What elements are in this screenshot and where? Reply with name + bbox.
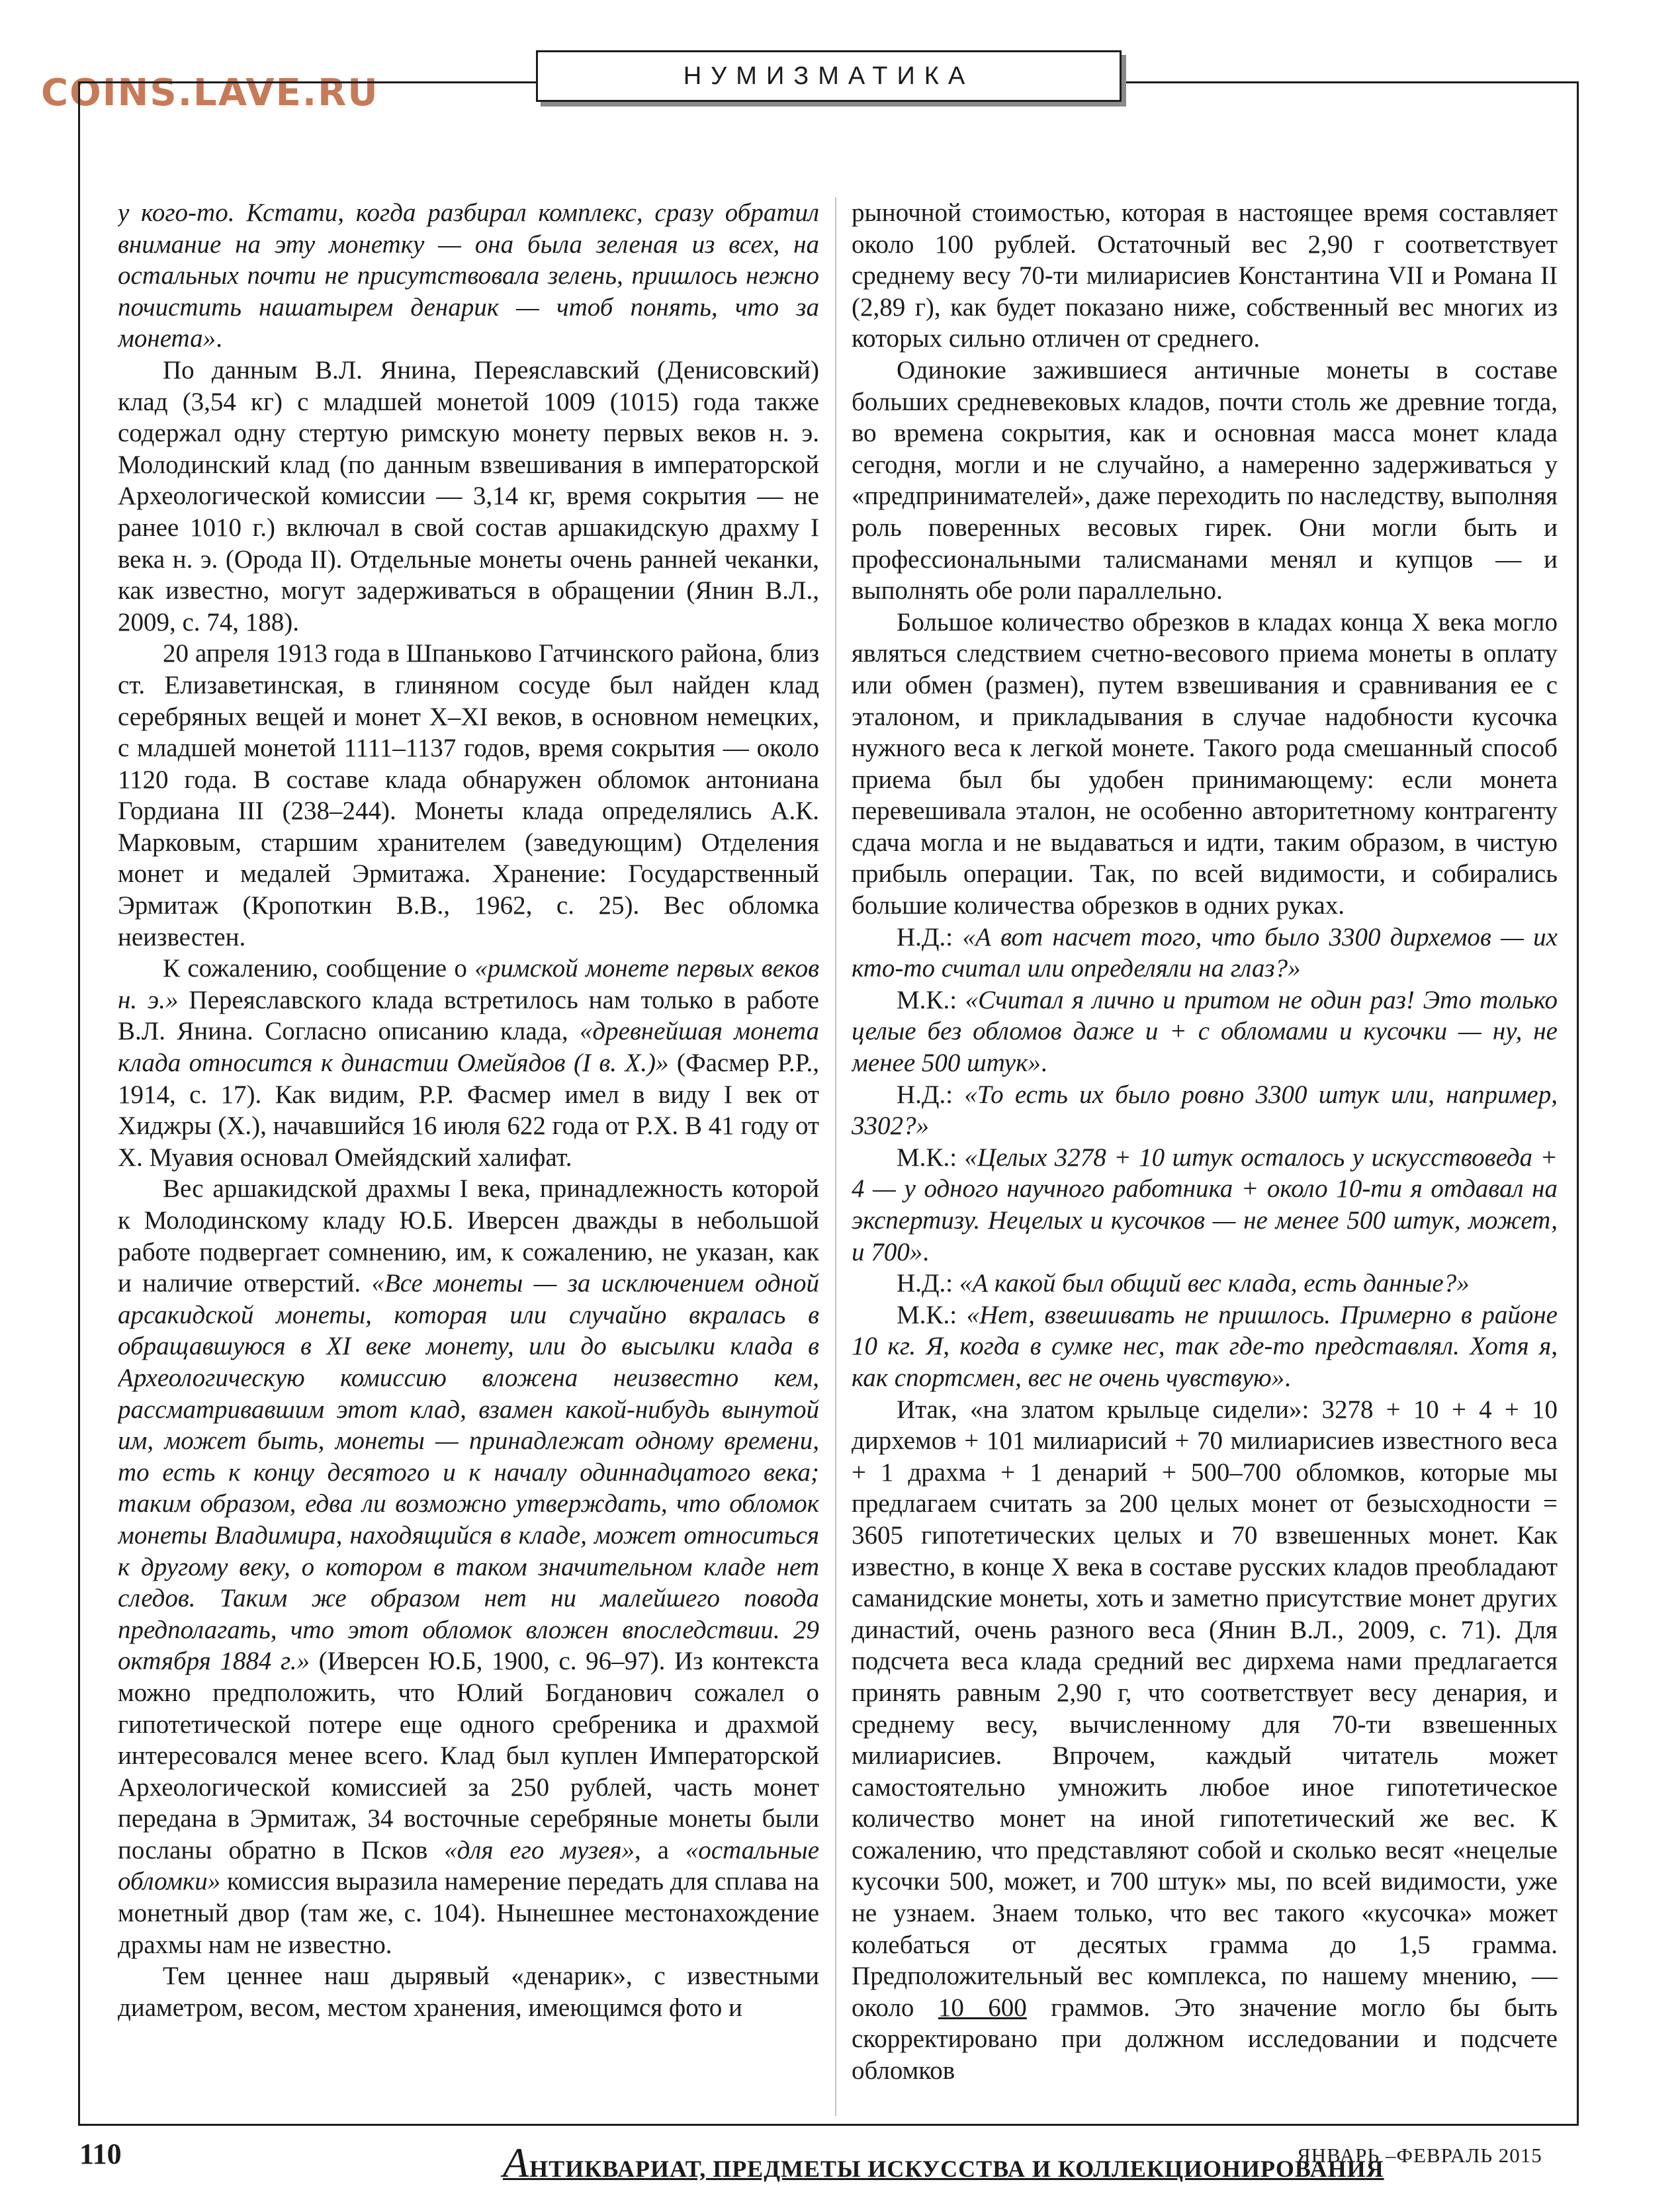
page-number: 110 [79, 2138, 122, 2170]
italic-quote: «Нет, взвешивать не пришлось. Примерно в районе 10 кг. Я, когда в сумке нес, так где-то представлял. Хотя я, как спортсмен, вес не очень чувствую» [852, 1300, 1558, 1392]
text: . [1284, 1363, 1291, 1392]
issue-date: ЯНВАРЬ –ФЕВРАЛЬ 2015 [1297, 2144, 1542, 2167]
speaker-label: М.К.: [897, 1143, 965, 1172]
watermark: COINS.LAVE.RU [41, 71, 379, 114]
text: (Иверсен Ю.Б, 1900, с. 96–97). Из контекста можно предположить, что Юлий Богданович сожалел о гипотетической потере еще одного сребреника и драхмой интересовался менее всего. Клад был куплен Императорской Археологической комиссией за 250 рублей, часть монет передана в Эрмитаж, 34 восточные серебряные монеты были посланы обратно в Псков [118, 1647, 819, 1864]
speaker-label: М.К.: [897, 1300, 967, 1329]
interview-answer [852, 1142, 1558, 1268]
interview-answer [852, 1299, 1558, 1394]
italic-quote: «древнейшая монета клада относится к династии Омейядов (I в. Х.)» [118, 1017, 819, 1078]
text: Вес аршакидской драхмы I века, принадлежность которой к Молодинскому кладу Ю.Б. Иверсен дважды в небольшой работе подвергает сомнению, им, к сожалению, не указан, как и наличие отверстий. [118, 1174, 819, 1298]
italic-quote: «римской монете первых веков н. э.» [118, 954, 819, 1014]
italic-quote: «Все монеты — за исключением одной арсакидской монеты, которая или случайно вкралась в обращавшуюся в XI веке монету, или до высылки клада в Археологическую комиссию вложена неизвестно кем, рассматривавшим этот клад, взамен какой-нибудь вынутой им, может быть, монеты — принадлежат одному времени, то есть к концу десятого и к началу одиннадцатого века; таким образом, едва ли возможно утверждать, что обломок монеты Владимира, находящийся в кладе, может относиться к другому веку, о котором в таком значительном кладе нет следов. Таким же образом нет ни малейшего повода предполагать, что этот обломок вложен впоследствии. 29 октября 1884 г.» [118, 1269, 819, 1676]
paragraph [118, 197, 819, 355]
text: граммов. Это значение могло бы быть скорректировано при должном исследовании и подсчете обломков [852, 1993, 1558, 2085]
magazine-initial: А [503, 2139, 530, 2186]
italic-quote: «А какой был общий вес клада, есть данные?» [959, 1269, 1470, 1298]
paragraph: 20 апреля 1913 года в Шпаньково Гатчинского района, близ ст. Елизаветинская, в глиняном сосуде был найден клад серебряных вещей и монет X–XI веков, в основном немецких, с младшей монетой 1111–1137 годов, время сокрытия — около 1120 года. В составе клада обнаружен обломок антониана Гордиана III (238–244). Монеты клада определялись А.К. Марковым, старшим хранителем (заведующим) Отделения монет и медалей Эрмитажа. Хранение: Государственный Эрмитаж (Кропоткин В.В., 1962, с. 25). Вес обломка неизвестен. [118, 639, 819, 951]
paragraph [118, 1173, 819, 1960]
text: комиссия выразила намерение передать для сплава на монетный двор (там же, с. 104). Нынешнее местонахождение драхмы нам не известно. [118, 1867, 819, 1959]
italic-quote: «То есть их было ровно 3300 штук или, например, 3302?» [852, 1080, 1558, 1141]
italic-quote: «Целых 3278 + 10 штук осталось у искусствоведа + 4 — у одного научного работника + около 10-ти я отдавал на экспертизу. Нецелых и кусочков — не менее 500 штук, может, и 700» [852, 1143, 1558, 1266]
column-divider [835, 197, 836, 2116]
paragraph: рыночной стоимостью, которая в настоящее время составляет около 100 рублей. Остаточный вес 2,90 г соответствует среднему весу 70-ти милиарисиев Константина VII и Романа II (2,89 г), как будет показано ниже, собственный вес многих из которых сильно отличен от среднего. [852, 198, 1558, 353]
text: . [216, 324, 222, 353]
underlined-value: 10 600 [938, 1993, 1027, 2022]
paragraph: По данным В.Л. Янина, Переяславский (Денисовский) клад (3,54 кг) с младшей монетой 1009 (1015) года также содержал одну стертую римскую монету первых веков н. э. Молодинский клад (по данным взвешивания в императорской Археологической комиссии — 3,14 кг, время сокрытия — не ранее 1010 г.) включал в свой состав аршакидскую драхму I века н. э. (Орода II). Отдельные монеты очень ранней чеканки, как известно, могут задерживаться в обращении (Янин В.Л., 2009, с. 74, 188). [118, 355, 819, 636]
interview-answer [852, 985, 1558, 1079]
italic-quote: у кого-то. Кстати, когда разбирал комплекс, сразу обратил внимание на эту монетку — она была зеленая из всех, на остальных почти не присутствовала зелень, пришлось нежно почистить нашатырем денарик — чтоб понять, что за монета» [118, 198, 819, 353]
speaker-label: Н.Д.: [897, 1080, 965, 1109]
text: (Фасмер Р.Р., 1914, с. 17). Как видим, Р.Р. Фасмер имел в виду I век от Хиджры (Х.), начавшийся 16 июля 622 года от Р.Х. В 41 году от Х. Муавия основал Омейядский халифат. [118, 1049, 819, 1172]
text: К сожалению, сообщение о [163, 954, 475, 983]
paragraph: Большое количество обрезков в кладах конца X века могло являться следствием счетно-весового приема монеты в оплату или обмен (размен), путем взвешивания и сравнивания ее с эталоном, и прикладывания в случае надобности кусочка нужного веса к легкой монете. Такого рода смешанный способ приема был бы удобен принимающему: если монета перевешивала эталон, не особенно авторитетному контрагенту сдача могла и не выдаваться и идти, таким образом, в чистую прибыль операции. Так, по всей видимости, и собирались большие количества обрезков в одних руках. [852, 607, 1558, 920]
right-column [852, 197, 1558, 2128]
interview-question [852, 1079, 1558, 1142]
text: . [1040, 1049, 1047, 1078]
paragraph [852, 1394, 1558, 2087]
left-column [118, 197, 819, 2128]
magazine-title [503, 2138, 1384, 2187]
speaker-label: М.К.: [897, 985, 965, 1014]
speaker-label: Н.Д.: [897, 922, 963, 951]
interview-question [852, 922, 1558, 985]
text: . [922, 1237, 929, 1266]
italic-quote: «А вот насчет того, что было 3300 дирхемов — их кто-то считал или определяли на глаз?» [852, 922, 1558, 983]
italic-quote: «остальные обломки» [118, 1835, 819, 1896]
paragraph: Тем ценнее наш дырявый «денарик», с известными диаметром, весом, местом хранения, имеющимся фото и [118, 1962, 819, 2022]
paragraph: Одинокие зажившиеся античные монеты в составе больших средневековых кладов, почти столь же древние тогда, во времена сокрытия, как и основная масса монет клада сегодня, могли и не случайно, а намеренно задерживаться у «предпринимателей», даже переходить по наследству, выполняя роль поверенных весовых гирек. Они могли быть и профессиональными талисманами менял и купцов — и выполнять обе роли параллельно. [852, 355, 1558, 605]
interview-question [852, 1268, 1558, 1299]
text: Итак, «на златом крыльце сидели»: 3278 + 10 + 4 + 10 дирхемов + 101 милиарисий + 70 милиарисиев известного веса + 1 драхма + 1 денарий + 500–700 обломков, которые мы предлагаем считать за 200 целых монет от безысходности = 3605 гипотетических целых и 70 взвешенных монет. Как известно, в конце X века в составе русских кладов преобладают саманидские монеты, хоть и заметно присутствие монет других династий, очень разного веса (Янин В.Л., 2009, с. 71). Для подсчета веса клада средний вес дирхема нами предлагается принять равным 2,90 г, что соответствует весу денария, и среднему весу, вычисленному для 70-ти взвешенных милиарисиев. Впрочем, каждый читатель может самостоятельно умножить любое иное гипотетическое количество монет на иной гипотетический же вес. К сожалению, что представляют собой и сколько весят «нецелые кусочки 500, может, и 700 штук» мы, по всей видимости, уже не узнаем. Знаем только, что вес такого «кусочка» может колебаться от десятых грамма до 1,5 грамма. Предположительный вес комплекса, по нашему мнению, — около [852, 1395, 1558, 2022]
italic-quote: «Считал я лично и притом не один раз! Это только целые без обломов даже и + с обломами и кусочки — ну, не менее 500 штук» [852, 985, 1558, 1078]
magazine-title-rest: НТИКВАРИАТ, ПРЕДМЕТЫ ИСКУССТВА И КОЛЛЕКЦИОНИРОВАНИЯ [529, 2156, 1384, 2182]
text: , а [635, 1835, 685, 1864]
section-title: НУМИЗМАТИКА [683, 62, 975, 90]
paragraph [118, 953, 819, 1173]
speaker-label: Н.Д.: [897, 1269, 959, 1298]
italic-quote: «для его музея» [444, 1835, 635, 1864]
section-header [536, 50, 1122, 102]
text: Переяславского клада встретилось нам только в работе В.Л. Янина. Согласно описанию клада, [118, 985, 819, 1046]
